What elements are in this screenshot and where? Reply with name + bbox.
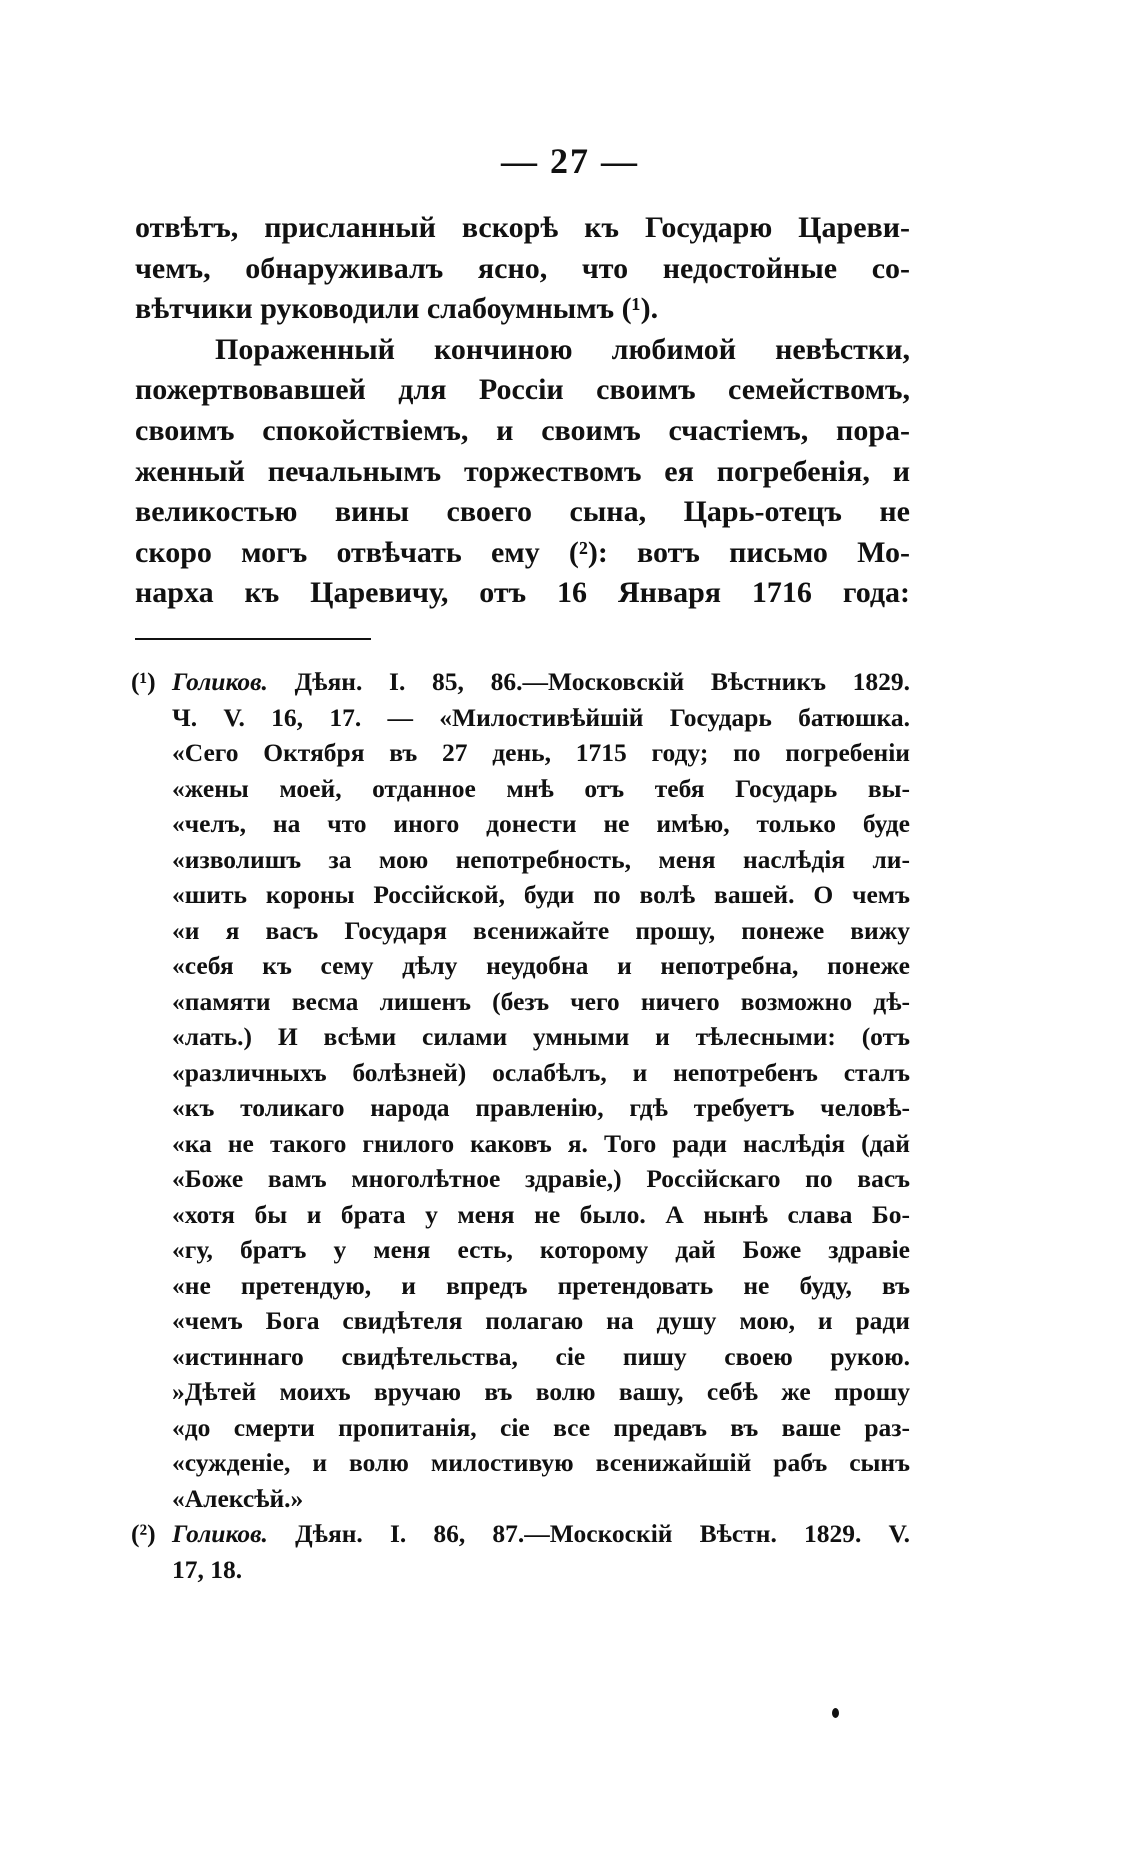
- footnote-marker: (¹): [131, 667, 156, 696]
- footnote-line-text: Дѣян. I. 86, 87.—Москоскій Вѣстн. 1829. V.: [295, 1519, 911, 1548]
- footnote-line: «Алексѣй.»: [172, 1483, 304, 1513]
- main-line: отвѣтъ, присланный вскорѣ къ Государю Цареви-: [135, 211, 910, 244]
- footnote-line: «Сего Октября въ 27 день, 1715 году; по погребеніи: [172, 738, 910, 767]
- main-line: пожертвовавшей для Россіи своимъ семействомъ,: [135, 373, 910, 407]
- footnote-line: »Дѣтей моихъ вручаю въ волю вашу, себѣ же прошу: [172, 1377, 910, 1406]
- main-line: Пораженный кончиною любимой невѣстки,: [215, 332, 910, 366]
- footnote-line: «хотя бы и брата у меня не было. А нынѣ слава Бо-: [172, 1199, 910, 1229]
- footnote-line: «сужденіе, и волю милостивую всенижайшій рабъ сынъ: [172, 1448, 910, 1477]
- footnote-line: Ч. V. 16, 17. — «Милостивѣйшій Государь батюшка.: [172, 702, 910, 732]
- main-line: чемъ, обнаруживалъ ясно, что недостойные со-: [135, 251, 910, 285]
- footnote-line: «шить короны Россійской, буди по волѣ вашей. О чемъ: [172, 880, 910, 909]
- main-line: женный печальнымъ торжествомъ ея погребенія, и: [135, 454, 910, 488]
- page-number: — 27 —: [501, 141, 639, 181]
- footnote-line: «различныхъ болѣзней) ослабѣлъ, и непотребенъ сталъ: [172, 1057, 910, 1087]
- footnote-line: «до смерти пропитанія, сіе все предавъ въ ваше раз-: [172, 1412, 910, 1442]
- footnote-line: [172, 1516, 910, 1552]
- main-line: своимъ спокойствіемъ, и своимъ счастіемъ, пора-: [135, 413, 910, 447]
- main-line: нарха къ Царевичу, отъ 16 Января 1716 года:: [135, 576, 910, 610]
- footnote-line: «и я васъ Государя всенижайте прошу, понеже вижу: [172, 915, 910, 945]
- footnote-line: «гу, братъ у меня есть, которому дай Боже здравіе: [172, 1235, 910, 1264]
- footnote-2: [131, 1516, 911, 1587]
- footnote-line: «Боже вамъ многолѣтное здравіе,) Россійскаго по васъ: [172, 1164, 910, 1193]
- footnote-line: 17, 18.: [172, 1554, 243, 1584]
- footnote-line: [172, 664, 910, 700]
- footnote-line: «ка не такого гнилого каковъ я. Того ради наслѣдія (дай: [172, 1128, 910, 1158]
- main-line: великостью вины своего сына, Царь-отецъ не: [135, 495, 910, 529]
- footnote-line: «памяти весма лишенъ (безъ чего ничего возможно дѣ-: [172, 986, 910, 1016]
- ink-speck: [832, 1708, 839, 1718]
- footnote-line: «челъ, на что иного донести не имѣю, только буде: [172, 809, 910, 838]
- main-text: [135, 208, 910, 614]
- footnote-line: «лать.) И всѣми силами умными и тѣлесными: (отъ: [172, 1022, 910, 1051]
- footnote-line: «себя къ сему дѣлу неудобна и непотребна, понеже: [172, 951, 910, 980]
- main-line: скоро могъ отвѣчать ему (²): вотъ письмо Мо-: [135, 535, 910, 569]
- footnote-line: «къ толикаго народа правленію, гдѣ требуетъ человѣ-: [172, 1093, 910, 1122]
- footnote-line: «жены моей, отданное мнѣ отъ тебя Государь вы-: [172, 773, 910, 803]
- footnote-1: [131, 664, 911, 1516]
- footnote-line-text: Дѣян. I. 85, 86.—Московскій Вѣстникъ 1829.: [294, 667, 911, 696]
- footnote-line: «не претендую, и впредъ претендовать не буду, въ: [172, 1270, 910, 1300]
- footnote-line: «истиннаго свидѣтельства, сіе пишу своею рукою.: [172, 1341, 910, 1371]
- footnote-line: «изволишъ за мою непотребность, меня наслѣдія ли-: [172, 844, 910, 874]
- footnote-divider: [135, 638, 371, 640]
- footnote-author: Голиков.: [172, 667, 268, 696]
- footnote-marker: (²): [131, 1519, 156, 1548]
- footnote-author: Голиков.: [172, 1519, 268, 1548]
- footnotes: [131, 664, 911, 1587]
- footnote-line: «чемъ Бога свидѣтеля полагаю на душу мою, и ради: [172, 1306, 910, 1335]
- main-line: вѣтчики руководили слабоумнымъ (¹).: [135, 292, 659, 326]
